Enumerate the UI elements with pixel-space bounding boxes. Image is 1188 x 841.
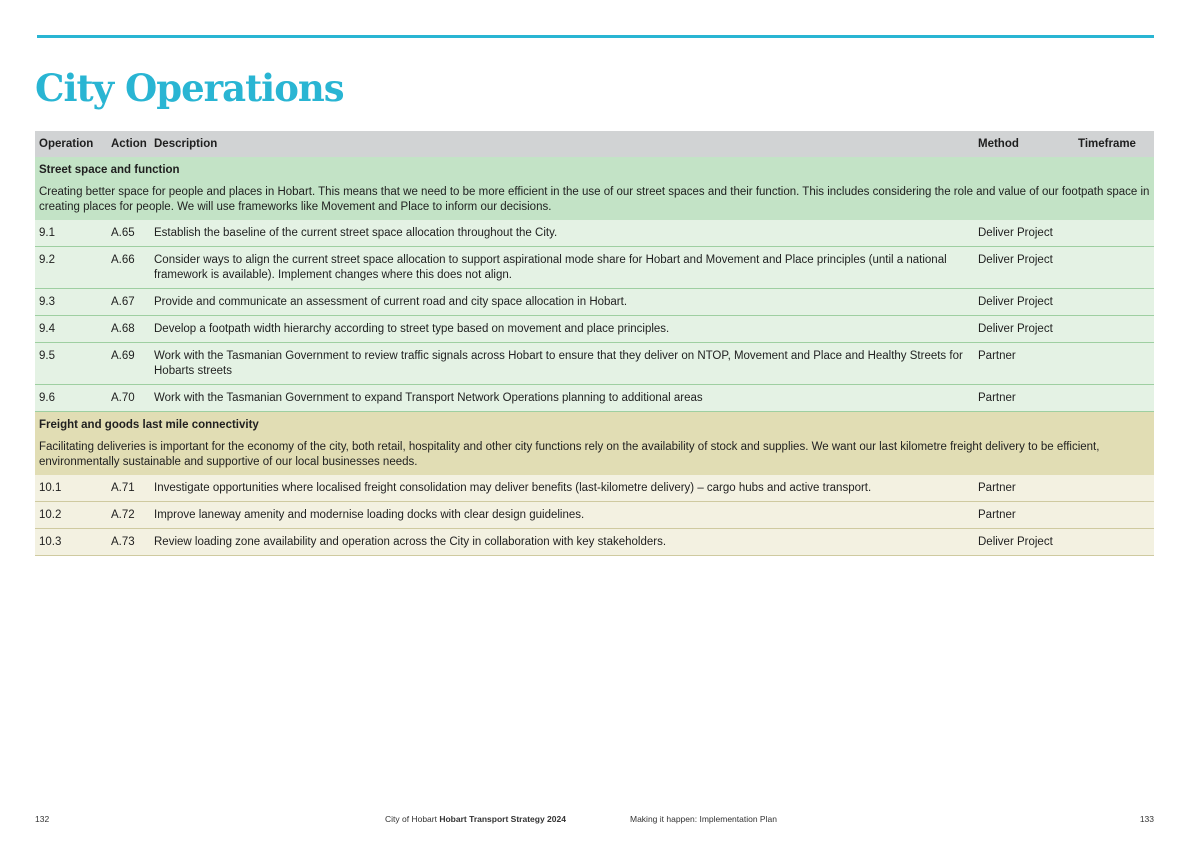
- cell-action: A.71: [107, 475, 150, 502]
- section-description: Creating better space for people and places in Hobart. This means that we need to be more efficient in the use of our street spaces and their function. This includes considering the role and value of our footpath space in creating places for people. We will use frameworks like Movement and Place to inform our decisions.: [35, 181, 1154, 220]
- cell-method: Deliver Project: [974, 289, 1074, 316]
- cell-description: Review loading zone availability and operation across the City in collaboration with key stakeholders.: [150, 529, 974, 556]
- cell-operation: 9.6: [35, 385, 107, 412]
- cell-operation: 9.1: [35, 220, 107, 247]
- header-timeframe: Timeframe: [1074, 131, 1154, 157]
- cell-operation: 9.4: [35, 316, 107, 343]
- cell-operation: 9.2: [35, 247, 107, 289]
- cell-description: Work with the Tasmanian Government to review traffic signals across Hobart to ensure that they deliver on NTOP, Movement and Place and Healthy Streets for Hobarts streets: [150, 343, 974, 385]
- table-row: [35, 220, 1154, 247]
- cell-timeframe: [1074, 220, 1154, 247]
- section-title-row: [35, 412, 1154, 437]
- section-description-row: [35, 181, 1154, 220]
- footer-doc-title: Hobart Transport Strategy 2024: [439, 814, 566, 824]
- header-description: Description: [150, 131, 974, 157]
- cell-method: Partner: [974, 385, 1074, 412]
- cell-action: A.73: [107, 529, 150, 556]
- cell-description: Develop a footpath width hierarchy according to street type based on movement and place principles.: [150, 316, 974, 343]
- cell-operation: 10.2: [35, 502, 107, 529]
- cell-operation: 10.1: [35, 475, 107, 502]
- section-title: Freight and goods last mile connectivity: [35, 412, 1154, 437]
- cell-method: Partner: [974, 502, 1074, 529]
- cell-method: Deliver Project: [974, 247, 1074, 289]
- table-header-row: [35, 131, 1154, 157]
- cell-timeframe: [1074, 385, 1154, 412]
- section-description: Facilitating deliveries is important for the economy of the city, both retail, hospitality and other city functions rely on the availability of stock and supplies. We want our last kilometre freight delivery to be efficient, environmentally sustainable and supportive of our local businesses needs.: [35, 436, 1154, 475]
- cell-operation: 9.3: [35, 289, 107, 316]
- footer-section: Making it happen: Implementation Plan: [630, 814, 777, 824]
- cell-action: A.70: [107, 385, 150, 412]
- cell-description: Improve laneway amenity and modernise loading docks with clear design guidelines.: [150, 502, 974, 529]
- footer-org: City of Hobart: [385, 814, 437, 824]
- section-street-space: [35, 157, 1154, 412]
- cell-action: A.68: [107, 316, 150, 343]
- cell-method: Deliver Project: [974, 529, 1074, 556]
- top-rule: [37, 35, 1154, 38]
- cell-description: Investigate opportunities where localised freight consolidation may deliver benefits (last-kilometre delivery) – cargo hubs and active transport.: [150, 475, 974, 502]
- cell-timeframe: [1074, 475, 1154, 502]
- cell-action: A.72: [107, 502, 150, 529]
- cell-timeframe: [1074, 247, 1154, 289]
- table-row: [35, 385, 1154, 412]
- cell-operation: 10.3: [35, 529, 107, 556]
- cell-method: Partner: [974, 343, 1074, 385]
- cell-timeframe: [1074, 529, 1154, 556]
- cell-timeframe: [1074, 289, 1154, 316]
- operations-table: [35, 131, 1154, 556]
- cell-method: Deliver Project: [974, 220, 1074, 247]
- header-method: Method: [974, 131, 1074, 157]
- section-description-row: [35, 436, 1154, 475]
- table-row: [35, 343, 1154, 385]
- header-action: Action: [107, 131, 150, 157]
- cell-action: A.65: [107, 220, 150, 247]
- cell-operation: 9.5: [35, 343, 107, 385]
- cell-description: Provide and communicate an assessment of current road and city space allocation in Hobart.: [150, 289, 974, 316]
- page-number-left: 132: [35, 814, 50, 824]
- cell-timeframe: [1074, 502, 1154, 529]
- section-title-row: [35, 157, 1154, 181]
- cell-description: Consider ways to align the current street space allocation to support aspirational mode share for Hobart and Movement and Place principles (until a national framework is available). Implement changes where this does not align.: [150, 247, 974, 289]
- cell-timeframe: [1074, 343, 1154, 385]
- cell-timeframe: [1074, 316, 1154, 343]
- cell-description: Work with the Tasmanian Government to expand Transport Network Operations planning to additional areas: [150, 385, 974, 412]
- page-number-right: 133: [1139, 814, 1154, 824]
- cell-method: Deliver Project: [974, 316, 1074, 343]
- table-row: [35, 529, 1154, 556]
- cell-action: A.66: [107, 247, 150, 289]
- table-row: [35, 475, 1154, 502]
- footer-document: [385, 814, 566, 824]
- page-title: City Operations: [35, 66, 344, 110]
- table-row: [35, 247, 1154, 289]
- cell-action: A.67: [107, 289, 150, 316]
- table-row: [35, 289, 1154, 316]
- section-title: Street space and function: [35, 157, 1154, 181]
- cell-method: Partner: [974, 475, 1074, 502]
- header-operation: Operation: [35, 131, 107, 157]
- cell-action: A.69: [107, 343, 150, 385]
- section-freight: [35, 412, 1154, 556]
- table-row: [35, 502, 1154, 529]
- cell-description: Establish the baseline of the current street space allocation throughout the City.: [150, 220, 974, 247]
- table-row: [35, 316, 1154, 343]
